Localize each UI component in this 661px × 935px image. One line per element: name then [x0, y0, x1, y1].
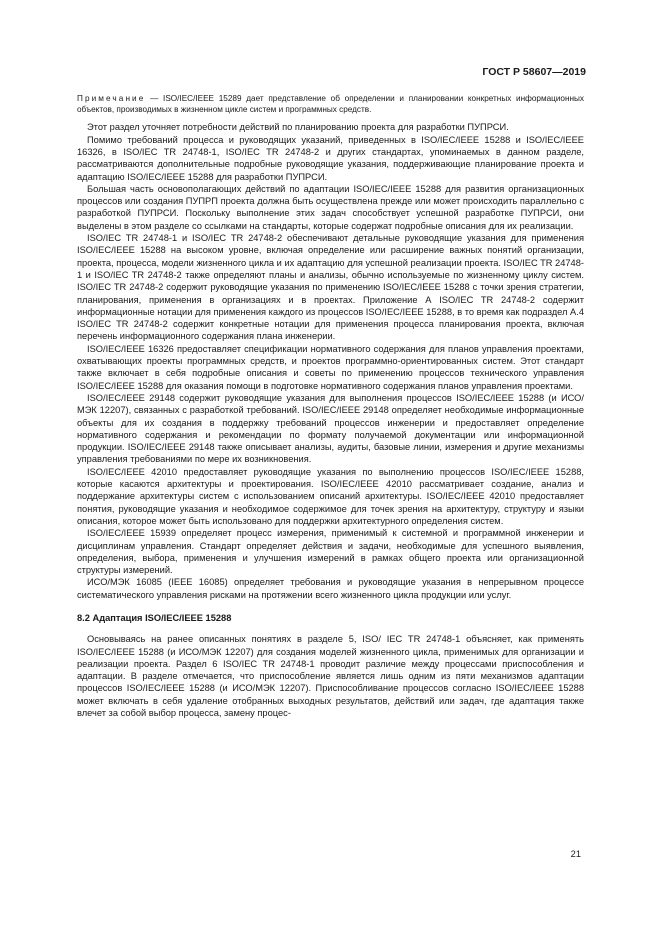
paragraph: ISO/IEC/IEEE 16326 предоставляет спецификации нормативного содержания для планов управления проектами, охватывающих проекты программных средств, и проектов программно-ориентированных систем. Этот стандарт также включает в себя подробные описания и советы по применению процессов технического управления ISO/IEC/IEEE 15288 для оказания помощи в подготовке нормативного содержания планов управления проектами.: [77, 343, 584, 391]
paragraph: ИСО/МЭК 16085 (IEEE 16085) определяет требования и руководящие указания в непрерывном процессе систематического управления рисками на протяжении всего жизненного цикла продукции или услуг.: [77, 577, 584, 600]
note-label: Примечание: [77, 94, 146, 103]
paragraph: ISO/IEC TR 24748-1 и ISO/IEC TR 24748-2 обеспечивают детальные руководящие указания для применения ISO/IEC/IEEE 15288 на высоком уровне, включая определение или расширение важных понятий организации, проекта, процесса, модели жизненного цикла и их адаптацию для успешной реализации проекта. ISO/IEC TR 24748-1 и ISO/IEC TR 24748-2 также определяют планы и анализы, обычно используемые по жизненному циклу систем. ISO/IEC TR 24748-2 содержит руководящие указания по применению ISO/IEC/IEEE 15288 с точки зрения стратегии, планирования, применения в организациях и в проектах. Приложение А ISO/IEC TR 24748-2 содержит информационные нотации для применения каждого из процессов ISO/IEC/IEEE 15288, в то время как подраздел А.4 ISO/IEC TR 24748-2 содержит конкретные нотации для применения процесса планирования проекта, включая перечень информационного содержания плана инженерии.: [77, 233, 585, 342]
note-text: — ISO/IEC/IEEE 15289 дает представление об определении и планировании конкретных информационных объектов, производимых в жизненном цикле систем и программных средств.: [77, 94, 584, 115]
page-number: 21: [570, 849, 581, 859]
paragraph: Большая часть основополагающих действий по адаптации ISO/IEC/IEEE 15288 для развития организационных процессов или создания ПУПРП проекта должна быть осуществлена прежде или может происходить параллельно с разработкой ПУПРСИ. Поскольку выполнение этих задач способствует успешной разработке ПУПРСИ, они выделены в этом разделе со ссылками на стандарты, которые содержат подробные описания для их реализации.: [77, 183, 584, 231]
note: [77, 93, 584, 115]
paragraph: ISO/IEC/IEEE 15939 определяет процесс измерения, применимый к системной и программной инженерии и дисциплинам управления. Стандарт определяет действия и задачи, необходимые для успешного выявления, определения, выбора, применения и улучшения измерений в рамках общего проекта или организационной структуры измерений.: [77, 528, 584, 576]
paragraph: Основываясь на ранее описанных понятиях в разделе 5, ISO/ IEC TR 24748-1 объясняет, как применять ISO/IEC/IEEE 15288 (и ИСО/МЭК 12207) для создания моделей жизненного цикла, применимых для организации и реализации проекта. Раздел 6 ISO/IEC TR 24748-1 проводит различие между процессами приспособления и адаптации. В разделе отмечается, что приспособление является лишь одним из пяти механизмов адаптации процессов ISO/IEC/IEEE 15288 (и ИСО/МЭК 12207). Приспособливание процессов согласно ISO/IEC/IEEE 15288 может включать в себя удаление отобранных выходных результатов, действий или задач, где адаптация также влечет за собой выбор процесса, замену процес-: [77, 634, 584, 719]
paragraph: Этот раздел уточняет потребности действий по планированию проекта для разработки ПУПРСИ.: [87, 122, 509, 133]
paragraph: ISO/IEC/IEEE 29148 содержит руководящие указания для выполнения процессов ISO/IEC/IEEE 15288 (и ИСО/МЭК 12207), связанных с разработкой требований. ISO/IEC/IEEE 29148 определяет необходимые информационные объекты для их создания в поддержку требований процессов инженерии и предоставляет определение нормативного содержания и рекомендации по формату получаемой документации или информационной продукции. ISO/IEC/IEEE 29148 также описывает анализы, аудиты, базовые линии, измерения и другие механизмы управления требованиями по мере их возникновения.: [77, 392, 584, 465]
standard-code: ГОСТ Р 58607—2019: [482, 66, 586, 78]
paragraph: Помимо требований процесса и руководящих указаний, приведенных в ISO/IEC/IEEE 15288 и ISO/IEC/IEEE 16326, в ISO/IEC TR 24748-1, ISO/IEC TR 24748-2 и других стандартах, упоминаемых в данном разделе, рассматриваются дополнительные подробные руководящие указания, поддерживающие планирование проекта и адаптацию ISO/IEC/IEEE 15288 для разработки ПУПРСИ.: [77, 134, 584, 182]
paragraph: ISO/IEC/IEEE 42010 предоставляет руководящие указания по выполнению процессов ISO/IEC/IEEE 15288, которые касаются архитектуры и проектирования. ISO/IEC/IEEE 42010 рассматривает создание, анализ и поддержание архитектуры систем с использованием описаний архитектуры. ISO/IEC/IEEE 42010 предоставляет понятия, руководящие указания и необходимое содержимое для точек зрения на архитектуру, структуру и языки описания, которое может быть использовано для поддержки архитектурного определения систем.: [77, 466, 584, 526]
document-body: [77, 93, 584, 719]
section-heading: 8.2 Адаптация ISO/IEC/IEEE 15288: [77, 612, 232, 623]
